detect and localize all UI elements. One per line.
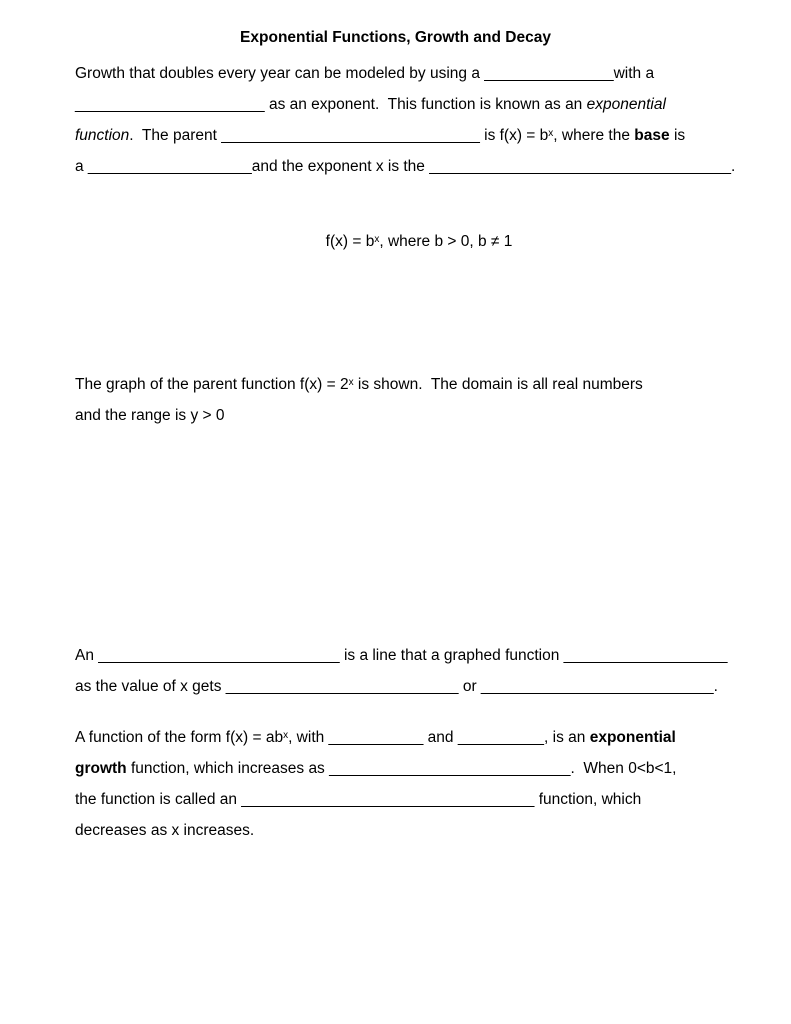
text-segment: and the range is y > 0 bbox=[75, 407, 225, 424]
text-segment: A function of the form f(x) = ab bbox=[75, 729, 284, 746]
superscript-x: x bbox=[348, 377, 354, 388]
text-line bbox=[75, 369, 763, 400]
formula-text: f(x) = b bbox=[325, 233, 375, 250]
text-line bbox=[75, 58, 763, 89]
text-segment: the function is called an __________________________________ function, which bbox=[75, 791, 642, 808]
formula-text: , where b > 0, b ≠ 1 bbox=[379, 233, 513, 250]
text-line bbox=[75, 89, 763, 120]
document-title: Exponential Functions, Growth and Decay bbox=[240, 29, 551, 46]
paragraph-graph bbox=[75, 369, 763, 431]
bold-text: growth bbox=[75, 760, 127, 777]
text-line bbox=[75, 671, 763, 702]
bold-text: base bbox=[634, 127, 670, 144]
text-segment: The graph of the parent function f(x) = 2 bbox=[75, 376, 349, 393]
text-segment: as the value of x gets ___________________________ or ___________________________. bbox=[75, 678, 718, 695]
superscript-x: x bbox=[548, 128, 554, 139]
text-segment: is bbox=[669, 127, 686, 144]
superscript-x: x bbox=[374, 234, 380, 245]
italic-text: exponential bbox=[586, 96, 666, 113]
text-line bbox=[75, 640, 763, 671]
text-line bbox=[75, 151, 763, 182]
text-segment: , with ___________ and __________, is an bbox=[288, 729, 590, 746]
text-segment: Growth that doubles every year can be modeled by using a _______________with a bbox=[75, 65, 655, 82]
text-segment: An ____________________________ is a line that a graphed function ___________________ bbox=[75, 647, 728, 664]
paragraph-asymptote bbox=[75, 640, 763, 702]
paragraph-growth-decay bbox=[75, 722, 763, 846]
italic-text: function bbox=[75, 127, 130, 144]
text-segment: decreases as x increases. bbox=[75, 822, 255, 839]
text-segment: is shown. The domain is all real numbers bbox=[353, 376, 643, 393]
text-segment: a ___________________and the exponent x is the ___________________________________. bbox=[75, 158, 736, 175]
text-segment: function, which increases as ____________________________. When 0<b<1, bbox=[126, 760, 677, 777]
text-segment: . The parent ______________________________ is f(x) = b bbox=[129, 127, 549, 144]
text-segment: , where the bbox=[553, 127, 635, 144]
bold-text: exponential bbox=[589, 729, 676, 746]
text-line bbox=[75, 815, 763, 846]
superscript-x: x bbox=[283, 730, 289, 741]
text-line bbox=[75, 753, 763, 784]
text-line bbox=[75, 784, 763, 815]
text-line bbox=[75, 120, 763, 151]
text-line bbox=[75, 722, 763, 753]
text-segment: ______________________ as an exponent. This function is known as an bbox=[75, 96, 587, 113]
paragraph-intro bbox=[75, 58, 763, 182]
text-line bbox=[75, 400, 763, 431]
formula-line bbox=[75, 226, 763, 257]
